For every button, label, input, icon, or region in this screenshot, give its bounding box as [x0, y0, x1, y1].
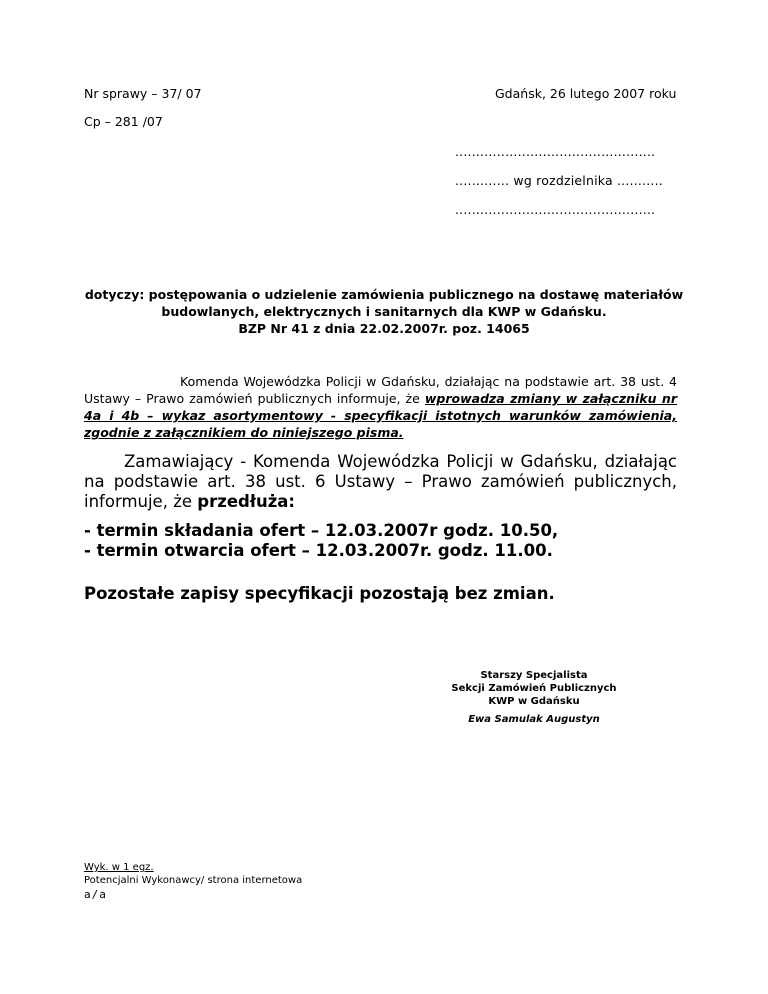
addressee-line-3: ................................................ — [455, 202, 656, 217]
signature-title-line-1: Starszy Specjalista — [480, 670, 588, 681]
signature-name: Ewa Samulak Augustyn — [468, 714, 600, 725]
subject-line-3: BZP Nr 41 z dnia 22.02.2007r. poz. 14065 — [238, 321, 530, 336]
deadline-opening: - termin otwarcia ofert – 12.03.2007r. godz. 11.00. — [84, 541, 553, 560]
paragraph-amendment-emphasis: wprowadza zmiany w załączniku nr 4a i 4b – wykaz asortymentowy - specyfikacji istotnych warunków zamówienia, zgodnie z załącznikiem do niniejszego pisma. — [84, 391, 677, 440]
place-date: Gdańsk, 26 lutego 2007 roku — [495, 86, 677, 101]
paragraph-amendment-text: Komenda Wojewódzka Policji w Gdańsku, działając na podstawie art. 38 ust. 4 Ustawy – Prawo zamówień publicznych informuje, że — [84, 374, 677, 406]
remaining-note: Pozostałe zapisy specyfikacji pozostają bez zmian. — [84, 584, 555, 603]
signature-title-line-2: Sekcji Zamówień Publicznych — [451, 683, 617, 694]
case-number: Nr sprawy – 37/ 07 — [84, 86, 202, 101]
signature-title-line-3: KWP w Gdańsku — [488, 696, 580, 707]
subject-line-1: dotyczy: postępowania o udzielenie zamówienia publicznego na dostawę materiałów — [84, 287, 684, 302]
addressee-line-1: ................................................ — [455, 144, 656, 159]
footer-distribution: Potencjalni Wykonawcy/ strona internetowa — [84, 875, 303, 886]
subject-block — [84, 286, 684, 337]
paragraph-extension — [84, 452, 677, 512]
paragraph-amendment — [84, 373, 677, 441]
subject-line-2: budowlanych, elektrycznych i sanitarnych dla KWP w Gdańsku. — [161, 304, 607, 319]
paragraph-extension-text: Zamawiający - Komenda Wojewódzka Policji w Gdańsku, działając na podstawie art. 38 ust. 6 Ustawy – Prawo zamówień publicznych, informuje, że — [84, 452, 677, 511]
cp-number: Cp – 281 /07 — [84, 114, 163, 129]
signature-title — [434, 669, 634, 708]
deadline-submission: - termin składania ofert – 12.03.2007r godz. 10.50, — [84, 521, 559, 540]
addressee-line-2: ............. wg rozdzielnika ........... — [455, 173, 663, 188]
footer-copies: Wyk. w 1 egz. — [84, 862, 154, 873]
paragraph-extension-emphasis: przedłuża: — [197, 492, 296, 511]
deadline-list — [84, 521, 558, 561]
footer-initials: a/a — [84, 888, 107, 901]
